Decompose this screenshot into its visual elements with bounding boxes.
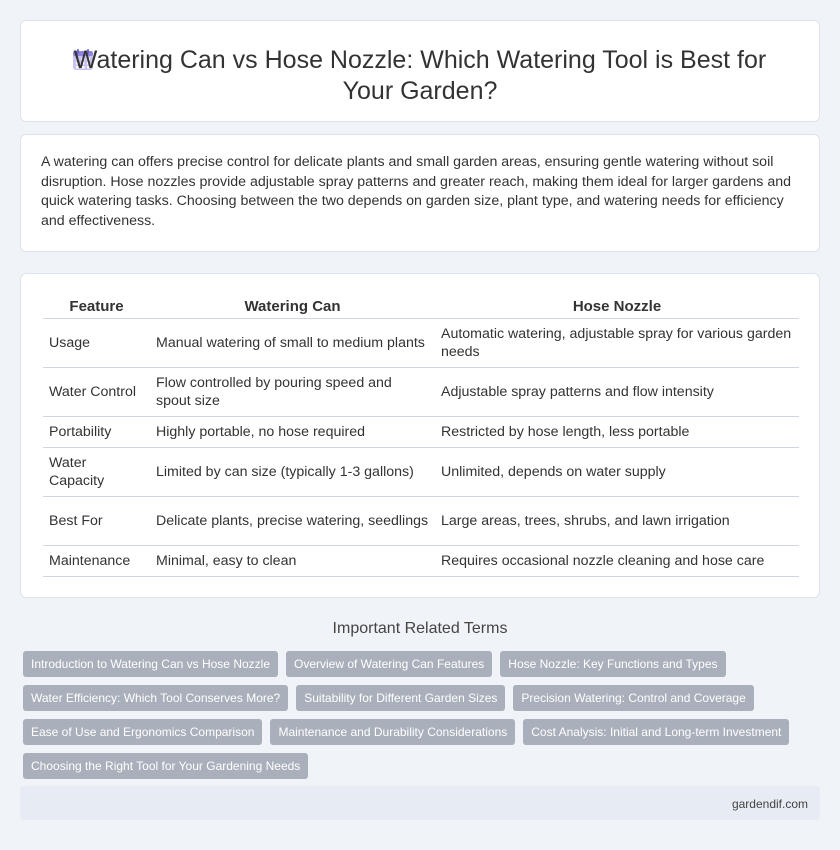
table-row [43,417,799,448]
table-cell: Portability [43,417,150,448]
related-term-chip[interactable]: Maintenance and Durability Considerations [270,719,515,745]
related-term-chip[interactable]: Ease of Use and Ergonomics Comparison [23,719,262,745]
related-term-chip[interactable]: Introduction to Watering Can vs Hose Nozzle [23,651,278,677]
column-header-watering-can: Watering Can [150,294,435,319]
table-cell: Highly portable, no hose required [150,417,435,448]
column-header-hose-nozzle: Hose Nozzle [435,294,799,319]
related-terms-list [23,651,813,787]
related-terms-heading: Important Related Terms [332,620,508,637]
related-term-chip[interactable]: Overview of Watering Can Features [286,651,492,677]
table-cell: Unlimited, depends on water supply [435,448,799,497]
table-cell: Flow controlled by pouring speed and spout size [150,368,435,417]
table-cell: Restricted by hose length, less portable [435,417,799,448]
table-cell: Manual watering of small to medium plants [150,319,435,368]
table-cell: Large areas, trees, shrubs, and lawn irrigation [435,497,799,546]
column-header-feature: Feature [43,294,150,319]
related-term-chip[interactable]: Choosing the Right Tool for Your Gardening Needs [23,753,308,779]
related-term-chip[interactable]: Precision Watering: Control and Coverage [513,685,753,711]
table-cell: Minimal, easy to clean [150,546,435,577]
page-title: Watering Can vs Hose Nozzle: Which Watering Tool is Best for Your Garden? [73,46,767,105]
table-row [43,448,799,497]
table-cell: Adjustable spray patterns and flow intensity [435,368,799,417]
table-header-row [43,294,799,319]
table-cell: Requires occasional nozzle cleaning and hose care [435,546,799,577]
table-row [43,368,799,417]
table-row [43,497,799,546]
comparison-table [43,294,799,577]
table-row [43,546,799,577]
table-cell: Usage [43,319,150,368]
intro-paragraph: A watering can offers precise control for delicate plants and small garden areas, ensuring gentle watering without soil disruption. Hose nozzles provide adjustable spray patterns and greater reach, making them ideal for larger gardens and quick watering tasks. Choosing between the two depends on garden size, plant type, and watering needs for efficiency and effectiveness. [41,154,791,229]
table-cell: Water Capacity [43,448,150,497]
related-term-chip[interactable]: Suitability for Different Garden Sizes [296,685,505,711]
intro-card [20,134,820,252]
table-cell: Water Control [43,368,150,417]
footer-site-link[interactable]: gardendif.com [731,797,808,811]
table-cell: Delicate plants, precise watering, seedlings [150,497,435,546]
table-cell: Automatic watering, adjustable spray for various garden needs [435,319,799,368]
related-term-chip[interactable]: Hose Nozzle: Key Functions and Types [500,651,725,677]
related-term-chip[interactable]: Cost Analysis: Initial and Long-term Investment [523,719,789,745]
table-row [43,319,799,368]
related-term-chip[interactable]: Water Efficiency: Which Tool Conserves More? [23,685,288,711]
table-cell: Limited by can size (typically 1-3 gallons) [150,448,435,497]
comparison-card [20,273,820,598]
footer [20,786,820,820]
table-cell: Best For [43,497,150,546]
title-card [20,20,820,122]
table-cell: Maintenance [43,546,150,577]
